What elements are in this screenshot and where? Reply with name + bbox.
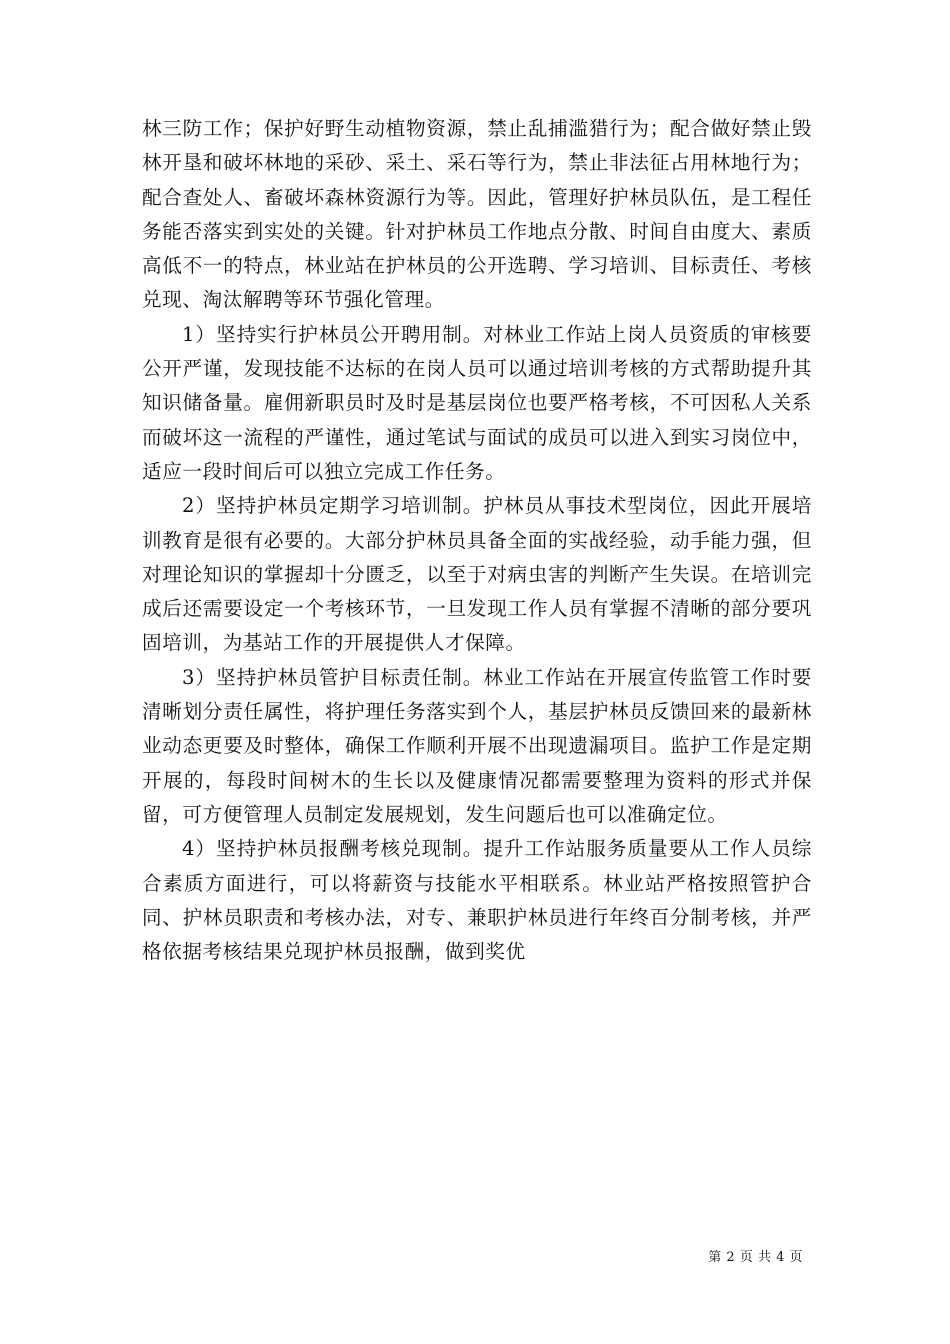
paragraph-5: 4）坚持护林员报酬考核兑现制。提升工作站服务质量要从工作人员综合素质方面进行，可以将薪资与技能水平相联系。林业站严格按照管护合同、护林员职责和考核办法，对专、兼职护林员进行年终百分制考核，并严格依据考核结果兑现护林员报酬，做到奖优 [142, 837, 812, 964]
paragraph-2: 1）坚持实行护林员公开聘用制。对林业工作站上岗人员资质的审核要公开严谨，发现技能不达标的在岗人员可以通过培训考核的方式帮助提升其知识储备量。雇佣新职员时及时是基层岗位也要严格考核，不可因私人关系而破坏这一流程的严谨性，通过笔试与面试的成员可以进入到实习岗位中，适应一段时间后可以独立完成工作任务。 [142, 322, 812, 483]
paragraph-3: 2）坚持护林员定期学习培训制。护林员从事技术型岗位，因此开展培训教育是很有必要的。大部分护林员具备全面的实战经验，动手能力强，但对理论知识的掌握却十分匮乏，以至于对病虫害的判断产生失误。在培训完成后还需要设定一个考核环节，一旦发现工作人员有掌握不清晰的部分要巩固培训，为基站工作的开展提供人才保障。 [142, 494, 812, 655]
body-text [142, 112, 812, 969]
page-number: 第 2 页 共 4 页 [708, 1250, 803, 1265]
paragraph-1: 林三防工作；保护好野生动植物资源，禁止乱捕滥猎行为；配合做好禁止毁林开垦和破坏林地的采砂、采土、采石等行为，禁止非法征占用林地行为；配合查处人、畜破坏森林资源行为等。因此，管理好护林员队伍，是工程任务能否落实到实处的关键。针对护林员工作地点分散、时间自由度大、素质高低不一的特点，林业站在护林员的公开选聘、学习培训、目标责任、考核兑现、淘汰解聘等环节强化管理。 [142, 117, 812, 312]
paragraph-4: 3）坚持护林员管护目标责任制。林业工作站在开展宣传监管工作时要清晰划分责任属性，将护理任务落实到个人，基层护林员反馈回来的最新林业动态更要及时整体，确保工作顺利开展不出现遗漏项目。监护工作是定期开展的，每段时间树木的生长以及健康情况都需要整理为资料的形式并保留，可方便管理人员制定发展规划，发生问题后也可以准确定位。 [142, 665, 812, 826]
